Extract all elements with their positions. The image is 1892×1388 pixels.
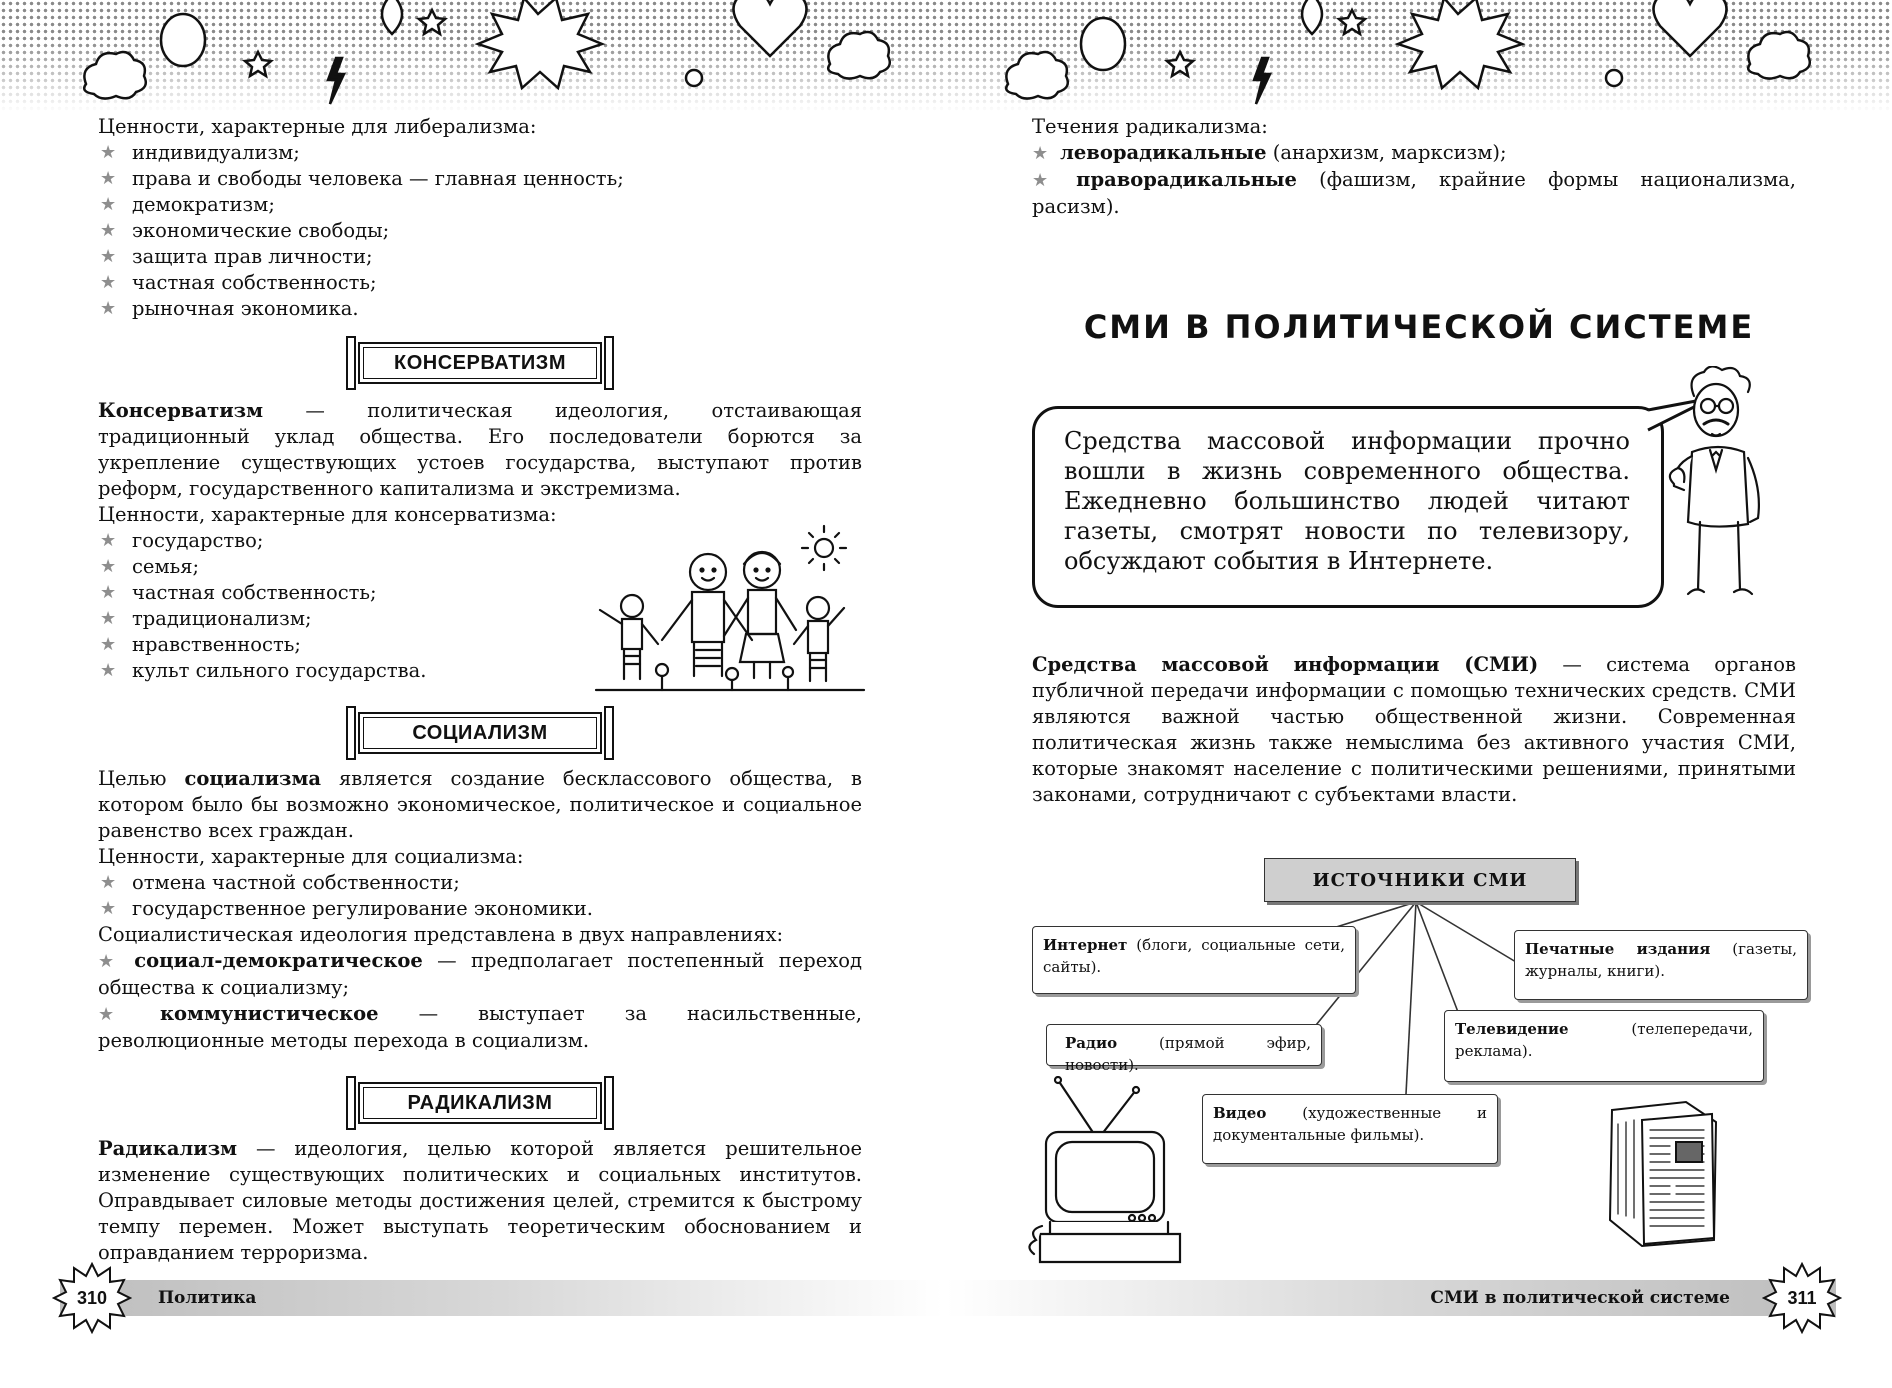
list-item: ★ права и свободы человека — главная ценность; xyxy=(100,167,624,190)
socialism-heading: СОЦИАЛИЗМ xyxy=(358,712,602,754)
list-item: ★ нравственность; xyxy=(100,633,301,656)
radicalism-heading: РАДИКАЛИЗМ xyxy=(358,1082,602,1124)
star-icon: ★ xyxy=(100,582,117,603)
star-icon: ★ xyxy=(100,298,117,319)
star-icon: ★ xyxy=(100,556,117,577)
radicalism-current-item: ★ праворадикальные (фашизм, крайние формы национализма, расизм). xyxy=(1032,168,1797,218)
footer-left xyxy=(60,1280,944,1316)
list-item: ★ традиционализм; xyxy=(100,607,312,630)
conservatism-values-intro: Ценности, характерные для консерватизма: xyxy=(98,503,557,526)
star-icon: ★ xyxy=(100,168,117,189)
socialism-direction-item: ★ социал-демократическое — предполагает постепенный переход общества к социализму; xyxy=(98,949,863,999)
star-icon: ★ xyxy=(100,530,117,551)
newspaper-illustration xyxy=(1606,1100,1722,1248)
diagram-box-internet: Интернет (блоги, социальные сети, сайты). xyxy=(1032,926,1356,994)
socialism-values-intro: Ценности, характерные для социализма: xyxy=(98,845,524,868)
star-icon: ★ xyxy=(1032,143,1049,164)
socialism-values-list xyxy=(98,870,862,922)
diagram-box-video: Видео (художественные и документальные фильмы). xyxy=(1202,1094,1498,1164)
list-item: ★ частная собственность; xyxy=(100,271,377,294)
footer-section-title: СМИ в политической системе xyxy=(1430,1288,1730,1308)
radicalism-current-item: ★ леворадикальные (анархизм, марксизм); xyxy=(1032,141,1507,164)
page-number-left: 310 xyxy=(52,1262,132,1334)
liberalism-values-block xyxy=(98,114,862,322)
star-icon: ★ xyxy=(100,872,117,893)
list-item: ★ частная собственность; xyxy=(100,581,377,604)
footer-right xyxy=(946,1280,1836,1316)
list-item: ★ экономические свободы; xyxy=(100,219,390,242)
list-item: ★ рыночная экономика. xyxy=(100,297,359,320)
star-icon: ★ xyxy=(1032,170,1065,191)
star-icon: ★ xyxy=(100,608,117,629)
socialism-direction-item: ★ коммунистическое — выступает за насильственные, революционные методы перехода в социализм. xyxy=(98,1002,862,1052)
list-item: ★ семья; xyxy=(100,555,200,578)
star-icon: ★ xyxy=(100,142,117,163)
diagram-title: ИСТОЧНИКИ СМИ xyxy=(1264,858,1576,902)
bubble-text: Средства массовой информации прочно вошли в жизнь современного общества. Ежедневно большинство людей читают газеты, смотрят новости по телевизору, обсуждают события в Интернете. xyxy=(1064,427,1630,575)
star-icon: ★ xyxy=(100,194,117,215)
list-item: ★ государство; xyxy=(100,529,264,552)
list-item: ★ отмена частной собственности; xyxy=(100,871,460,894)
radicalism-block xyxy=(98,1136,862,1266)
tv-illustration xyxy=(1028,1076,1192,1264)
socialism-intro: Целью социализма является создание бесклассового общества, в котором было бы возможно экономическое, политическое и социальное равенство всех граждан. xyxy=(98,767,862,842)
star-icon: ★ xyxy=(98,1004,148,1025)
right-page xyxy=(946,0,1892,1388)
socialism-directions-intro: Социалистическая идеология представлена в двух направлениях: xyxy=(98,923,784,946)
diagram-box-print: Печатные издания (газеты, журналы, книги). xyxy=(1514,930,1808,1000)
diagram-box-tv: Телевидение (телепередачи, реклама). xyxy=(1444,1010,1764,1082)
conservatism-heading: КОНСЕРВАТИЗМ xyxy=(358,342,602,384)
diagram-box-radio: Радио (прямой эфир, новости). xyxy=(1046,1024,1322,1066)
list-item: ★ культ сильного государства. xyxy=(100,659,427,682)
star-icon: ★ xyxy=(100,272,117,293)
list-item: ★ защита прав личности; xyxy=(100,245,373,268)
smi-definition: Средства массовой информации (СМИ) — система органов публичной передачи информации с помощью технических средств. СМИ являются важной частью общественной жизни. Современная политическая жизнь также немыслима без активного участия СМИ, которые знакомят население с политическими решениями, принятыми законами, сотрудничают с субъектами власти. xyxy=(1032,653,1796,806)
liberalism-values-list xyxy=(98,140,862,322)
footer-section-title: Политика xyxy=(158,1288,257,1308)
list-item: ★ демократизм; xyxy=(100,193,275,216)
list-item: ★ индивидуализм; xyxy=(100,141,300,164)
page-title: СМИ В ПОЛИТИЧЕСКОЙ СИСТЕМЕ xyxy=(1083,308,1755,346)
star-icon: ★ xyxy=(98,951,123,972)
star-icon: ★ xyxy=(100,660,117,681)
star-icon: ★ xyxy=(100,898,117,919)
star-icon: ★ xyxy=(100,246,117,267)
radicalism-definition: Радикализм — идеология, целью которой является решительное изменение существующих политических и социальных институтов. Оправдывает силовые методы достижения целей, стремится к быстрому темпу перемен. Может выступать теоретическим обоснованием и оправданием терроризма. xyxy=(98,1137,862,1264)
star-icon: ★ xyxy=(100,634,117,655)
family-drawing xyxy=(592,524,868,692)
star-icon: ★ xyxy=(100,220,117,241)
radicalism-currents-intro: Течения радикализма: xyxy=(1032,115,1268,138)
liberalism-values-intro: Ценности, характерные для либерализма: xyxy=(98,115,537,138)
list-item: ★ государственное регулирование экономики. xyxy=(100,897,593,920)
page-number-right: 311 xyxy=(1762,1262,1842,1334)
conservatism-definition: Консерватизм — политическая идеология, отстаивающая традиционный уклад общества. Его последователи борются за укрепление существующих устоев государства, выступают против реформ, государственного капитализма и экстремизма. xyxy=(98,399,862,500)
socialism-block xyxy=(98,766,862,1054)
